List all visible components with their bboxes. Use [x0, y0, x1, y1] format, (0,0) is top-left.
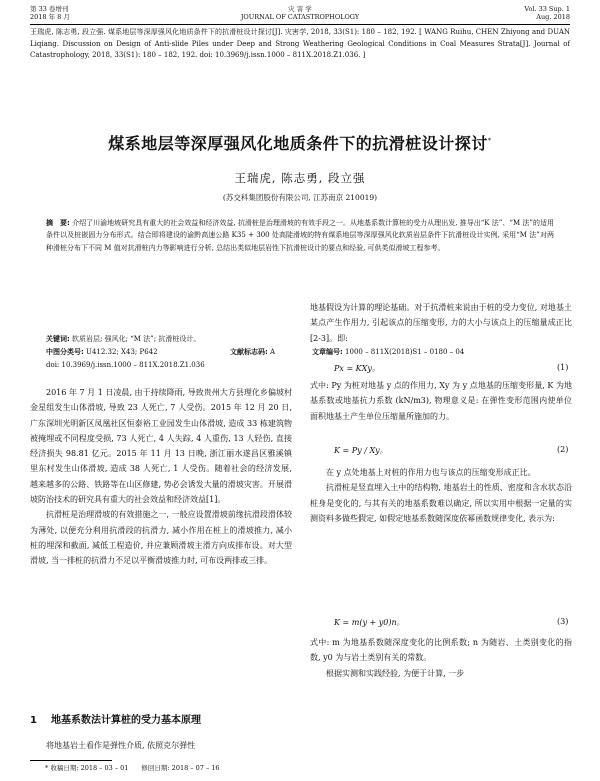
equation-1: Px = KXy。 [334, 364, 380, 373]
author-list: 王瑞虎, 陈志勇, 段立强 [234, 171, 366, 185]
equation-2: K = Py / Xy。 [334, 446, 388, 455]
body-paragraph: 式中: m 为地基系数随深度变化的比例系数; n 为随岩、土类别变化的指数, y0 为与岩土类别有关的常数。 [310, 638, 572, 663]
journal-name-en: JOURNAL OF CATASTROPHOLOGY [240, 13, 360, 21]
section-number: 1 [30, 715, 37, 726]
doi: doi: 10.3969/j.issn.1000 – 811X.2018.Z1.036 [46, 361, 205, 369]
body-paragraph: 式中: Py 为桩对地基 y 点的作用力, Xy 为 y 点地基的压缩变形量, K 为地基系数或地基抗力系数 (kN/m3), 物理意义是: 在弹性变形范围内使单位面积地基土产生单位压缩量所施加的力。 [310, 381, 572, 421]
article-no-label: 文章编号: [312, 348, 343, 356]
body-paragraph: 根据实测和实践经验, 为便于计算, 一步 [326, 668, 465, 678]
header-divider [30, 24, 570, 25]
doc-code-label: 文献标志码: [230, 348, 268, 356]
abstract-label: 摘 要: [46, 219, 70, 227]
doc-code-info [230, 346, 275, 358]
article-no-value: 1000 – 811X(2018)S1 – 0180 – 04 [345, 348, 465, 356]
footnote-line: * 收稿日期: 2018 – 03 – 01 修回日期: 2018 – 07 – 16 [45, 764, 220, 772]
title-text: 煤系地层等深厚强风化地质条件下的抗滑桩设计探讨 [108, 134, 488, 153]
header-right [524, 5, 570, 21]
footnote-divider [30, 760, 112, 761]
body-paragraph: 2016 年 7 月 1 日凌晨, 由于持续降雨, 导致贵州大方县理化乡偏坡村金星组发生山体滑坡, 导致 23 人死亡, 7 人受伤。2015 年 12 月 20 日, 广东深圳光明新区凤凰社区恒泰裕工业园发生山体滑坡, 造成 33 栋建筑物被掩埋或不同程度受损, 73 人死亡, 4 人失踪, 4 人重伤, 13 人轻伤, 直接经济损失 98.81 亿元。2015 年 11 月 13 日晚, 浙江丽水遂昌区雅溪镇里东村发生山体滑坡, 造成 38 人死亡, 1 人受伤。随着社会的经济发展, 越来越多的公路、铁路等在山区修建, 势必会诱发大量的滑坡灾害。开展滑坡防治技术的研究具有重大的社会效益和经济效益[1]。 [30, 388, 292, 505]
abstract [46, 217, 554, 254]
abstract-text: 介绍了川渝地坡研究具有重大的社会效益和经济效益, 抗滑桩是治理滑坡的有效手段之一。从地基系数计算桩的受力从理出发, 推导出“K 法”、“M 法”的适用条件以及桩嵌固力分布形式。结合即将建设的渝黔高速公路 K35 + 300 处高陡滑坡的特有煤系地层等深厚强风化软质岩层条件下抗滑桩设计实例, 采用“M 法”对两种滑桩分布下不同 M 值对抗滑桩内力等影响进行分析, 总结出类似地层岩性下抗滑桩设计的要点和经验, 可供类似滑坡工程参考。 [46, 219, 554, 252]
equation-1-number: (1) [557, 363, 569, 372]
keywords-label: 关键词: [46, 335, 70, 343]
paper-title [0, 131, 600, 154]
right-column-p3 [310, 465, 572, 526]
header-center [0, 5, 600, 21]
title-footnote-mark: * [487, 136, 492, 145]
clc-info [46, 346, 158, 358]
left-column [30, 385, 292, 569]
right-column-p5 [310, 635, 572, 681]
equation-3-number: (3) [557, 617, 569, 626]
body-paragraph: 地基假设为计算的理论基础。对于抗滑桩来说由于桩的受力变位, 对地基土某点产生作用力, 引起该点的压缩变形, 力的大小与该点上的压缩量成正比[2-3]。即: [310, 303, 572, 343]
body-paragraph-continued: 将地基岩土看作是弹性介质, 依照克尔弹性 [46, 741, 196, 750]
right-column-p2 [310, 378, 572, 424]
equation-3: K = m(y + y0)n。 [334, 618, 405, 627]
section-title: 地基系数法计算桩的受力基本原理 [50, 715, 201, 726]
article-no-info [312, 346, 464, 358]
journal-name: 灾 害 学 [288, 5, 312, 13]
keywords-text: 软质岩层; 强风化; “M 法”; 抗滑桩设计。 [72, 335, 201, 343]
body-paragraph: 抗滑桩是治理滑坡的有效措施之一, 一般应设置滑坡前缘抗滑段滑体较为薄处, 以便充分利用抗滑段的抗滑力, 减小作用在桩上的滑坡推力, 减小桩的埋深和截面, 减低工程造价, 并应兼顾滑坡主滑方向成排布设。对大型滑坡, 当一排桩的抗滑力不足以平衡滑坡推力时, 可布设两排或三排。 [30, 510, 292, 566]
right-column [310, 300, 572, 346]
citation-block: 王瑞虎, 陈志勇, 段立强. 煤系地层等深厚强风化地质条件下的抗滑桩设计探讨[J]. 灾害学, 2018, 33(S1): 180 – 182, 192. [ WANG Ruihu, CHEN Zhiyong and DUAN Liqiang. Discussion on Design of Anti-slide Piles under Deep and Strong Weathering Geological Conditions in Coal Measures Strata[J]. Journal of Catastrophology, 2018, 33(S1): 180 – 182, 192. doi: 10.3969/j.issn.1000 – 811X.2018.Z1.036. ] [30, 28, 570, 59]
doc-code-value: A [270, 348, 276, 356]
volume-info-en: Vol. 33 Sup. 1 [524, 5, 570, 13]
issue-date: 2018 年 8 月 [30, 13, 70, 21]
clc-value: U412.32; X43; P642 [86, 348, 158, 356]
issue-date-en: Aug. 2018 [536, 13, 570, 21]
clc-label: 中图分类号: [46, 348, 84, 356]
equation-2-number: (2) [557, 445, 569, 454]
body-paragraph: 在 y 点处地基上对桩的作用力也与该点的压缩变形成正比。 [326, 468, 536, 477]
footnote [45, 763, 570, 774]
affiliation: (苏交科集团股份有限公司, 江苏南京 210019) [222, 193, 378, 202]
volume-info: 第 33 卷增刊 [30, 5, 69, 13]
section-heading [30, 711, 292, 726]
body-paragraph: 抗滑桩是竖直埋入土中的结构物, 地基岩土的性质、密度和含水状态沿桩身是变化的, 与其有关的地基系数难以确定, 所以实用中根据一定量的实测资料多做些假定, 如假定地基系数随深度依幂函数规律变化, 表示为: [310, 483, 572, 523]
